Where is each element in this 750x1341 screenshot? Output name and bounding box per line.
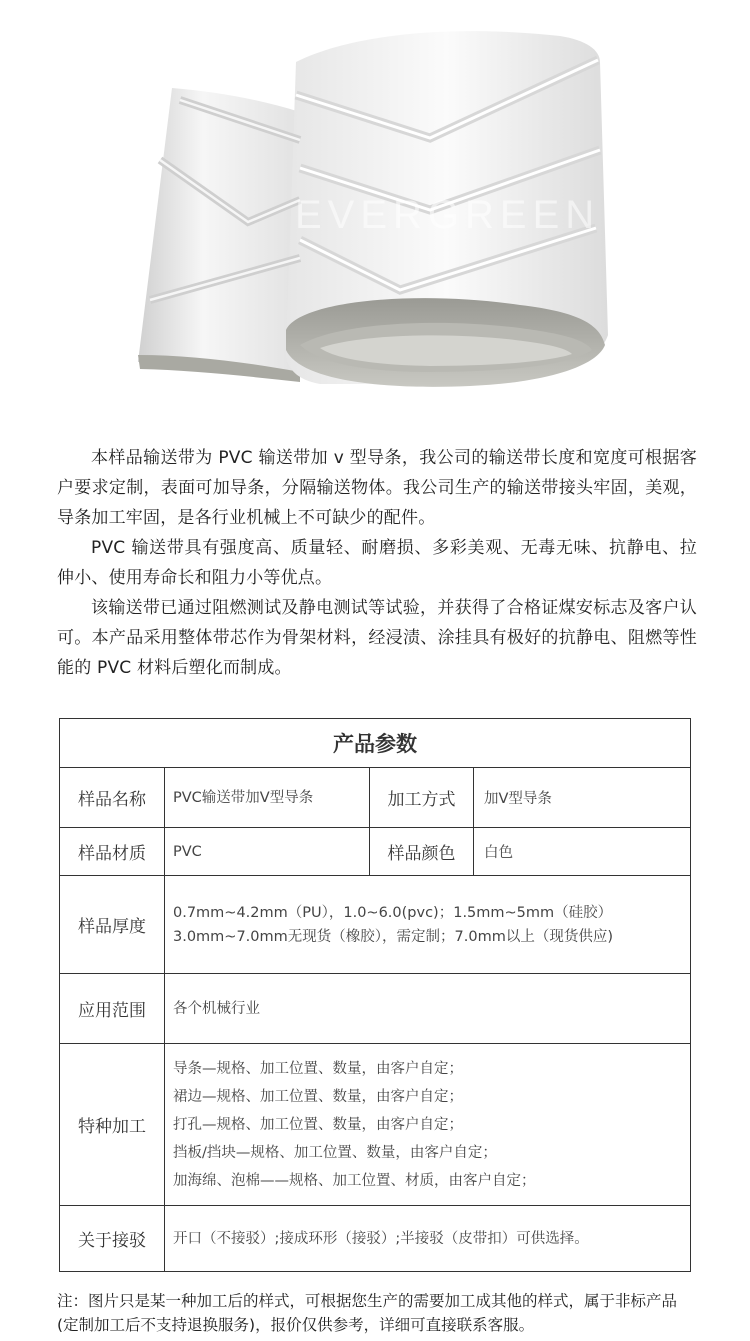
intro-paragraph: 本样品输送带为 PVC 输送带加 v 型导条，我公司的输送带长度和宽度可根据客户要求定制，表面可加导条，分隔输送物体。我公司生产的输送带接头牢固，美观，导条加工牢固，是各行业机械上不可缺少的配件。 xyxy=(57,448,697,528)
special-line: 加海绵、泡棉——规格、加工位置、材质，由客户自定； xyxy=(173,1172,536,1189)
thickness-line: 3.0mm~7.0mm无现货（橡胶），需定制；7.0mm以上（现货供应) xyxy=(173,928,613,945)
name-label: 样品名称 xyxy=(60,768,165,828)
product-image xyxy=(0,0,750,420)
intro-paragraph: 该输送带已通过阻燃测试及静电测试等试验，并获得了合格证煤安标志及客户认可。本产品采用整体带芯作为骨架材料，经浸渍、涂挂具有极好的抗静电、阻燃等性能的 PVC 材料后塑化而制成。 xyxy=(57,598,697,678)
intro-paragraph: PVC 输送带具有强度高、质量轻、耐磨损、多彩美观、无毒无味、抗静电、拉伸小、使用寿命长和阻力小等优点。 xyxy=(57,538,697,588)
product-params-table xyxy=(59,718,691,1272)
special-line: 打孔—规格、加工位置、数量，由客户自定； xyxy=(173,1116,463,1133)
joint-label: 关于接驳 xyxy=(60,1206,165,1272)
disclaimer-note: 注：图片只是某一种加工后的样式，可根据您生产的需要加工成其他的样式，属于非标产品(定制加工后不支持退换服务)，报价仅供参考，详细可直接联系客服。 xyxy=(57,1292,678,1334)
special-label: 特种加工 xyxy=(60,1044,165,1206)
application-value: 各个机械行业 xyxy=(165,974,691,1044)
name-value: PVC输送带加V型导条 xyxy=(165,768,370,828)
material-label: 样品材质 xyxy=(60,828,165,876)
color-label: 样品颜色 xyxy=(370,828,474,876)
special-line: 裙边—规格、加工位置、数量，由客户自定； xyxy=(173,1088,463,1105)
special-line: 导条—规格、加工位置、数量，由客户自定； xyxy=(173,1060,463,1077)
special-value xyxy=(165,1044,691,1206)
application-label: 应用范围 xyxy=(60,974,165,1044)
process-value: 加V型导条 xyxy=(474,768,691,828)
process-label: 加工方式 xyxy=(370,768,474,828)
joint-value: 开口（不接驳）;接成环形（接驳）;半接驳（皮带扣）可供选择。 xyxy=(165,1206,691,1272)
table-title: 产品参数 xyxy=(60,719,691,768)
watermark: EVERGREEN xyxy=(295,193,601,237)
thickness-line: 0.7mm~4.2mm（PU），1.0~6.0(pvc)；1.5mm~5mm（硅胶） xyxy=(173,904,613,921)
product-description xyxy=(57,443,697,683)
thickness-label: 样品厚度 xyxy=(60,876,165,974)
material-value: PVC xyxy=(165,828,370,876)
color-value: 白色 xyxy=(474,828,691,876)
special-line: 挡板/挡块—规格、加工位置、数量，由客户自定； xyxy=(173,1144,497,1161)
thickness-value xyxy=(165,876,691,974)
